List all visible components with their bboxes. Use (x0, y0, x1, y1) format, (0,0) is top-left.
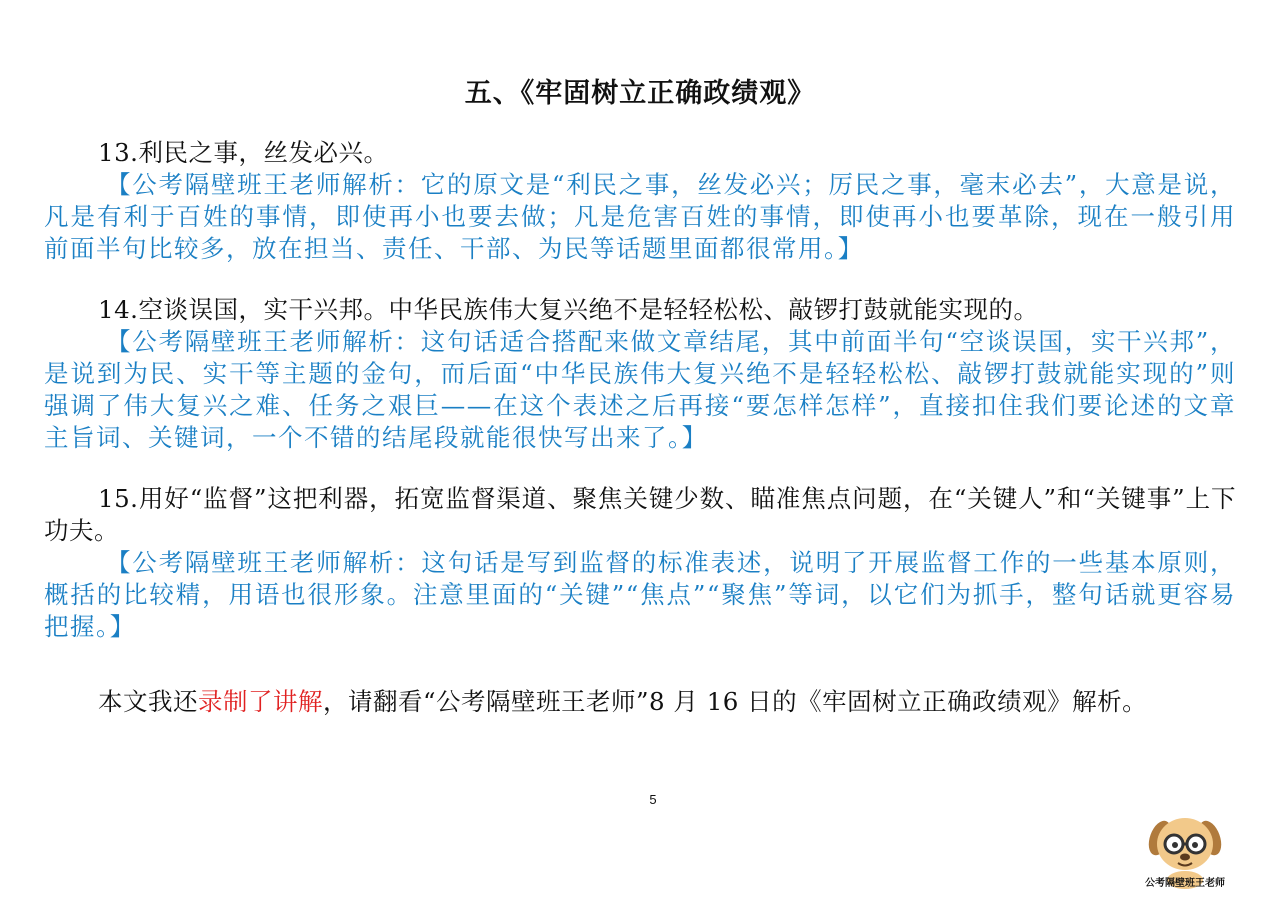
footer-note-after: ，请翻看“公考隔壁班王老师”8 月 16 日的《牢固树立正确政绩观》解析。 (323, 687, 1148, 716)
item-analysis: 【公考隔壁班王老师解析：这句话适合搭配来做文章结尾，其中前面半句“空谈误国，实干兴邦”，是说到为民、实干等主题的金句，而后面“中华民族伟大复兴绝不是轻轻松松、敲锣打鼓就能实现的”则强调了伟大复兴之难、任务之艰巨——在这个表述之后再接“要怎样怎样”，直接扣住我们要论述的文章主旨词、关键词，一个不错的结尾段就能很快写出来了。】 (44, 327, 1236, 452)
page-number: 5 (649, 792, 657, 807)
item-13 (44, 137, 1236, 265)
item-quote: 15.用好“监督”这把利器，拓宽监督渠道、聚焦关键少数、瞄准焦点问题，在“关键人”和“关键事”上下功夫。 (44, 484, 1236, 545)
item-quote: 13.利民之事，丝发必兴。 (98, 138, 389, 167)
item-analysis: 【公考隔壁班王老师解析：它的原文是“利民之事，丝发必兴；厉民之事，毫末必去”，大意是说，凡是有利于百姓的事情，即使再小也要去做；凡是危害百姓的事情，即使再小也要革除，现在一般引用前面半句比较多，放在担当、责任、干部、为民等话题里面都很常用。】 (44, 170, 1236, 263)
item-quote: 14.空谈误国，实干兴邦。中华民族伟大复兴绝不是轻轻松松、敲锣打鼓就能实现的。 (98, 295, 1039, 324)
item-15 (44, 483, 1236, 643)
footer-note-before: 本文我还 (98, 687, 198, 716)
item-analysis: 【公考隔壁班王老师解析：这句话是写到监督的标准表述，说明了开展监督工作的一些基本原则，概括的比较精，用语也很形象。注意里面的“关键”“焦点”“聚焦”等词，以它们为抓手，整句话就更容易把握。】 (44, 548, 1236, 641)
item-14 (44, 294, 1236, 454)
page-title: 五、《牢固树立正确政绩观》 (464, 78, 816, 109)
footer-note-highlight: 录制了讲解 (198, 687, 323, 716)
logo-caption: 公考隔壁班王老师 (1145, 878, 1225, 889)
footer-note (44, 686, 1236, 718)
